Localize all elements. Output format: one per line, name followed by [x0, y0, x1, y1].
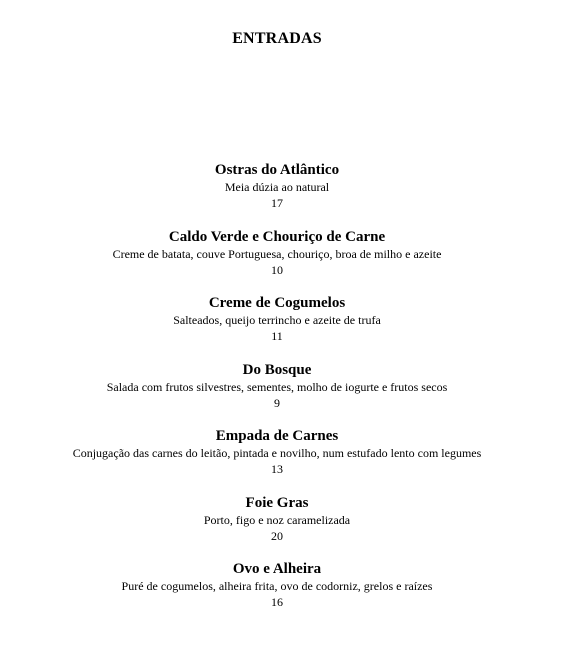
- menu-item-price: 16: [271, 595, 283, 609]
- menu-item-ostras: [0, 160, 554, 227]
- menu-item-description: Creme de batata, couve Portuguesa, chouriço, broa de milho e azeite: [112, 246, 442, 261]
- menu-item-name: Creme de Cogumelos: [208, 295, 346, 311]
- menu-item-price: 10: [271, 262, 283, 277]
- menu-item-foie-gras: [0, 493, 554, 560]
- menu-item-price: 13: [271, 462, 283, 476]
- page-title: ENTRADAS: [232, 30, 322, 47]
- menu-item-name: Foie Gras: [245, 494, 309, 511]
- menu-item-name: Do Bosque: [242, 361, 312, 378]
- menu-item-price: 11: [271, 329, 283, 343]
- menu-item-description: Salada com frutos silvestres, sementes, molho de iogurte e frutos secos: [106, 379, 448, 394]
- menu-item-name: Ovo e Alheira: [232, 561, 322, 577]
- menu-item-description: Porto, figo e noz caramelizada: [203, 512, 351, 527]
- menu-item-price: 20: [271, 528, 283, 543]
- menu-item-empada-carnes: [0, 426, 554, 493]
- menu-item-name: Ostras do Atlântico: [214, 162, 340, 178]
- menu-item-price: 17: [271, 196, 283, 210]
- menu-item-price: 9: [274, 395, 280, 410]
- menu-item-do-bosque: [0, 360, 554, 427]
- menu-item-ovo-alheira: [0, 559, 554, 626]
- menu-item-description: Meia dúzia ao natural: [224, 180, 330, 194]
- menu-item-description: Puré de cogumelos, alheira frita, ovo de codorniz, grelos e raízes: [121, 579, 433, 593]
- menu-item-description: Salteados, queijo terrincho e azeite de trufa: [173, 313, 381, 327]
- menu-item-name: Caldo Verde e Chouriço de Carne: [168, 228, 386, 245]
- menu-list: [0, 160, 554, 626]
- menu-item-creme-cogumelos: [0, 293, 554, 360]
- menu-item-description: Conjugação das carnes do leitão, pintada e novilho, num estufado lento com legumes: [72, 446, 482, 460]
- menu-item-caldo-verde: [0, 227, 554, 294]
- menu-item-name: Empada de Carnes: [215, 428, 339, 444]
